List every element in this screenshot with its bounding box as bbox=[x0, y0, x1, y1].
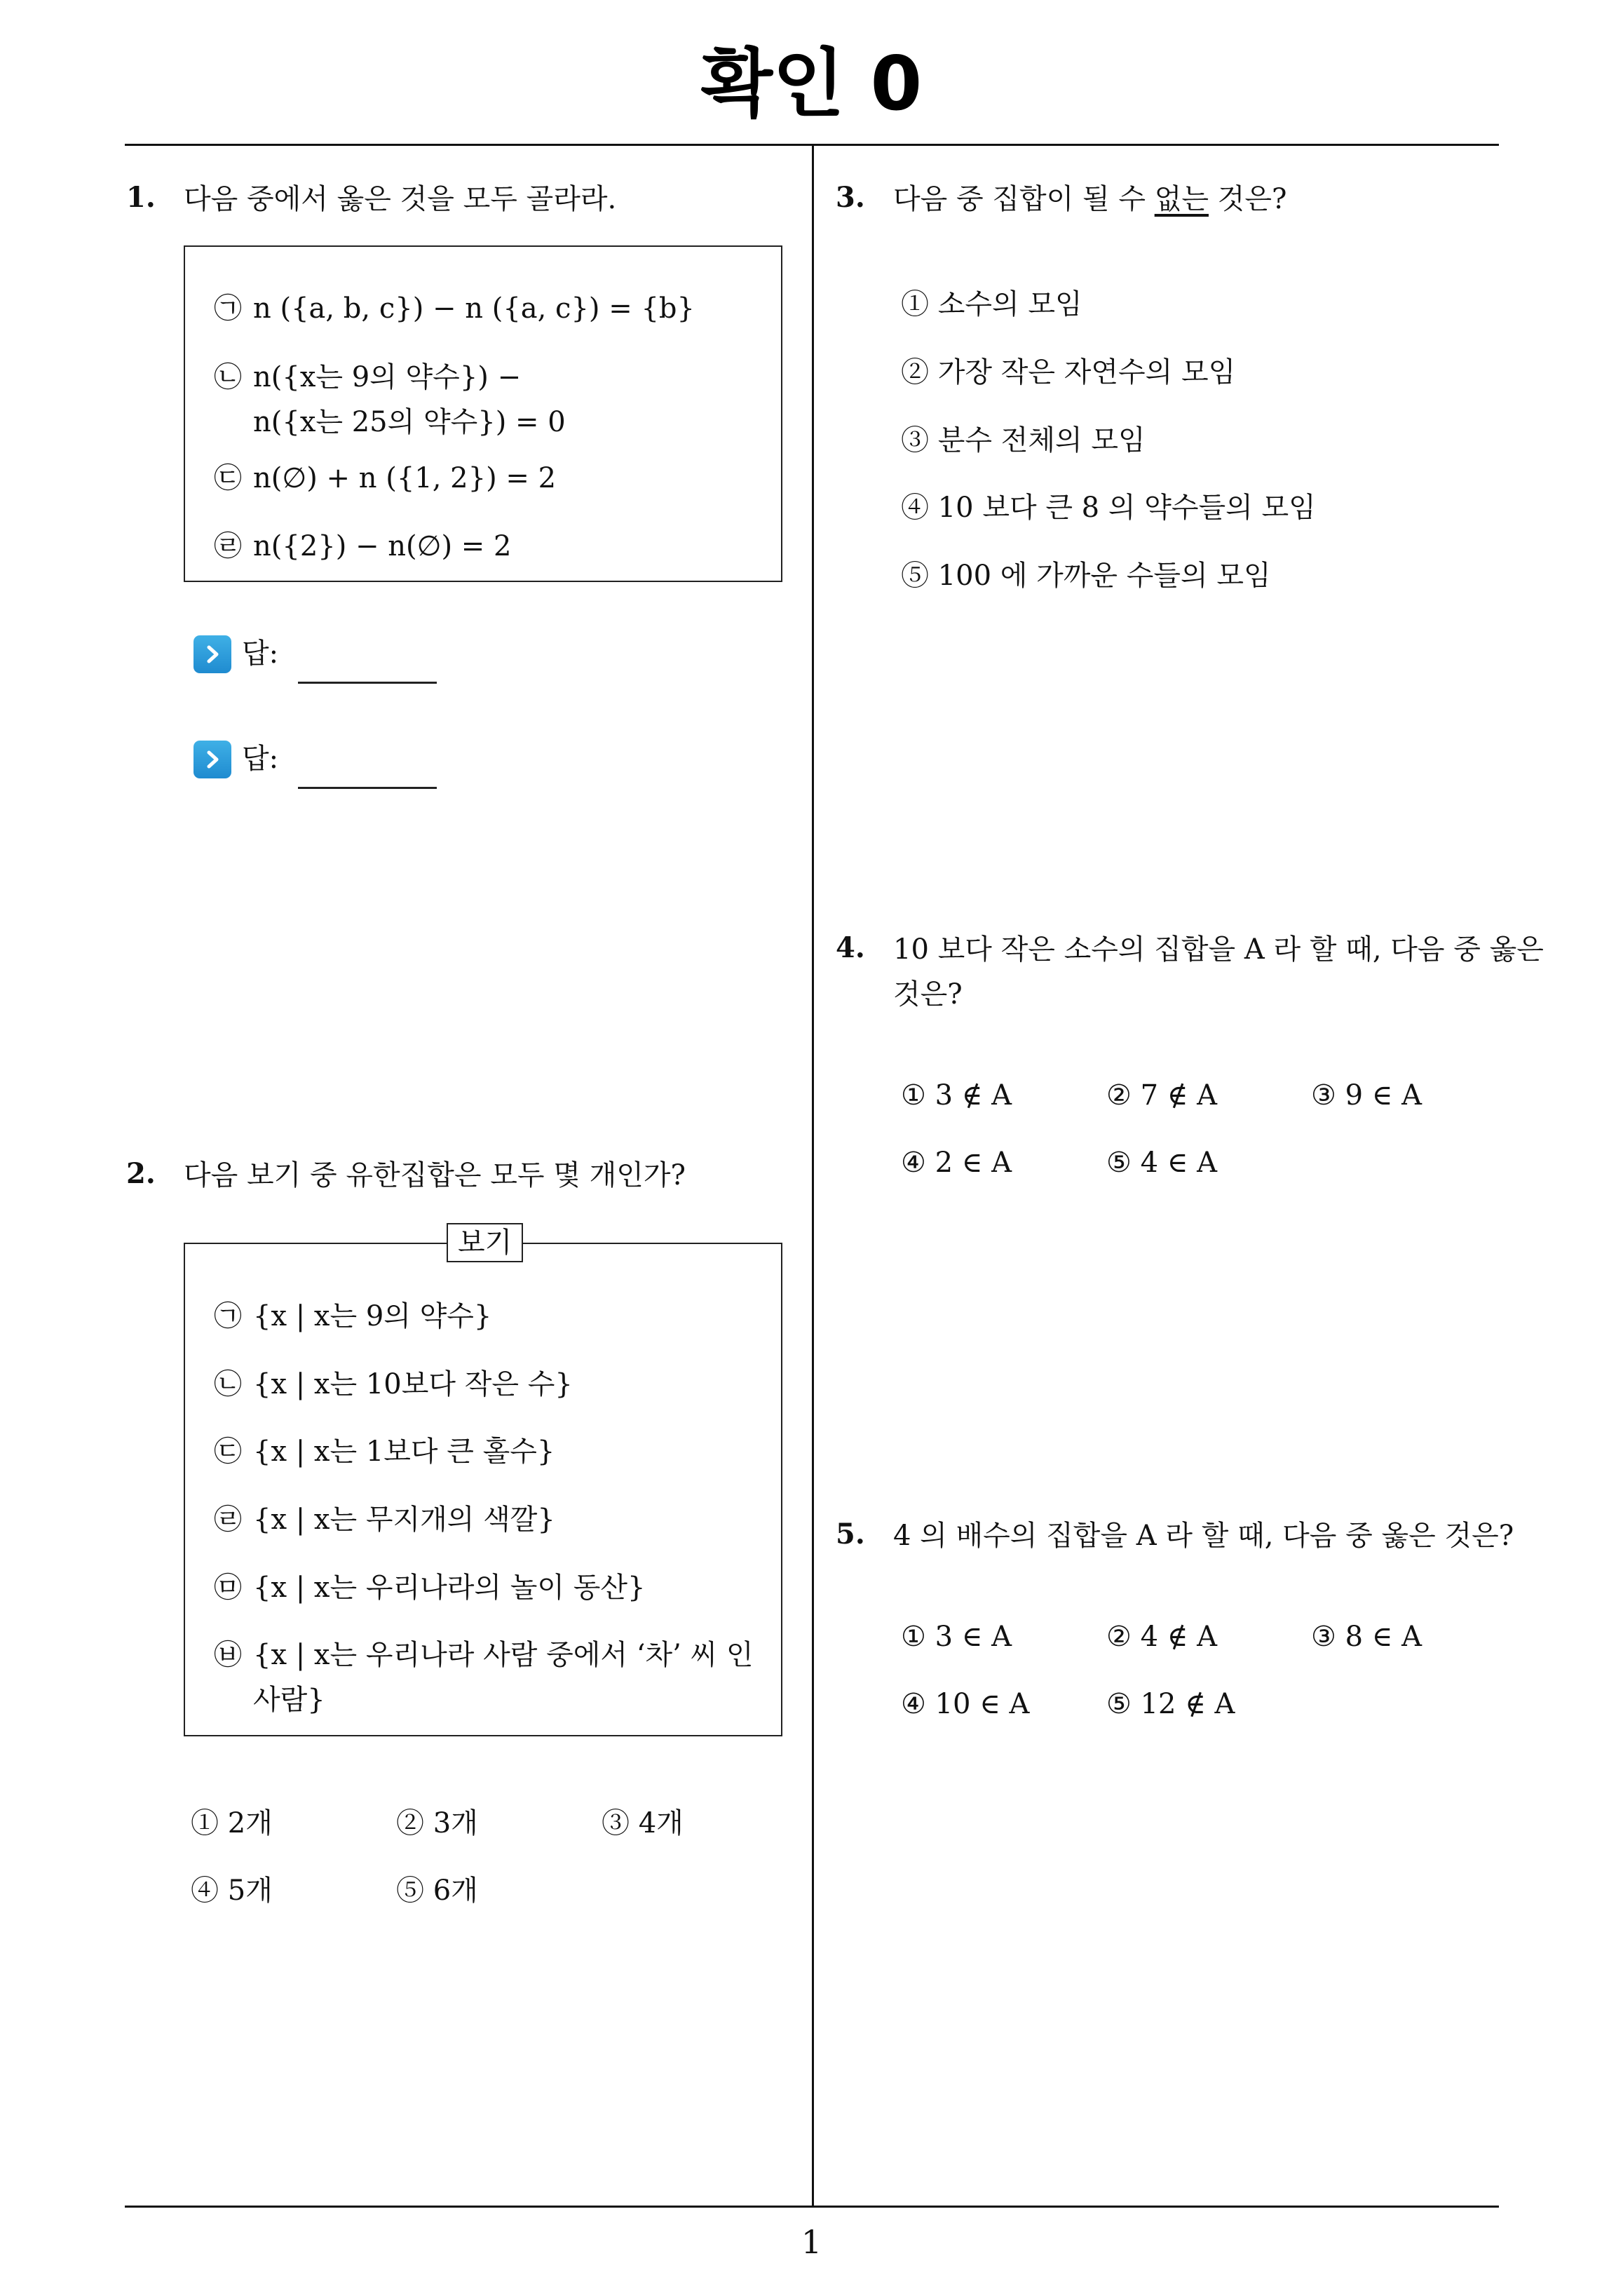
footer-rule bbox=[125, 2206, 1499, 2208]
q1-item-b-cont: n({x는 25의 약수}) = 0 bbox=[253, 406, 566, 438]
q2-option-5[interactable]: ⑤ 6개 bbox=[396, 1875, 478, 1907]
q4-option-5[interactable]: ⑤ 4 ∈ A bbox=[1106, 1147, 1217, 1179]
q4-option-1[interactable]: ① 3 ∉ A bbox=[901, 1079, 1012, 1112]
q2-option-2[interactable]: ② 3개 bbox=[396, 1807, 478, 1839]
question-4-text-line1: 10 보다 작은 소수의 집합을 A 라 할 때, 다음 중 옳은 bbox=[893, 933, 1544, 966]
column-divider bbox=[812, 145, 814, 2206]
q5-option-5[interactable]: ⑤ 12 ∉ A bbox=[1106, 1688, 1235, 1720]
question-4-text-line2: 것은? bbox=[893, 978, 963, 1011]
q2-item-c: ㉢ {x | x는 1보다 큰 홀수} bbox=[214, 1436, 555, 1468]
answer-field-2[interactable] bbox=[298, 787, 437, 789]
answer-label-2: 답: bbox=[242, 743, 279, 775]
answer-arrow-icon bbox=[193, 635, 231, 673]
q2-item-f: ㉥ {x | x는 우리나라 사람 중에서 ‘차’ 씨 인 bbox=[214, 1639, 754, 1671]
question-3-text: 다음 중 집합이 될 수 없는 것은? bbox=[893, 183, 1287, 215]
answer-label-1: 답: bbox=[242, 637, 279, 670]
q2-option-1[interactable]: ① 2개 bbox=[191, 1807, 273, 1839]
example-box-label: 보기 bbox=[447, 1223, 523, 1262]
q2-item-d: ㉣ {x | x는 무지개의 색깔} bbox=[214, 1504, 555, 1536]
answer-field-1[interactable] bbox=[298, 682, 437, 684]
q1-item-a: ㉠ n ({a, b, c}) − n ({a, c}) = {b} bbox=[214, 292, 695, 325]
question-2-number: 2. bbox=[126, 1157, 156, 1190]
q2-item-e: ㉤ {x | x는 우리나라의 놀이 동산} bbox=[214, 1572, 646, 1604]
q3-option-5[interactable]: ⑤ 100 에 가까운 수들의 모임 bbox=[901, 560, 1271, 592]
question-5-number: 5. bbox=[836, 1518, 865, 1551]
q5-option-1[interactable]: ① 3 ∈ A bbox=[901, 1621, 1012, 1653]
q5-option-2[interactable]: ② 4 ∉ A bbox=[1106, 1621, 1217, 1653]
question-1-number: 1. bbox=[126, 181, 156, 214]
q1-item-c: ㉢ n(∅) + n ({1, 2}) = 2 bbox=[214, 462, 557, 494]
q2-item-b: ㉡ {x | x는 10보다 작은 수} bbox=[214, 1368, 573, 1400]
page-number: 1 bbox=[801, 2223, 822, 2261]
q4-option-2[interactable]: ② 7 ∉ A bbox=[1106, 1079, 1217, 1112]
q2-item-f-cont: 사람} bbox=[253, 1684, 325, 1716]
q1-item-b: ㉡ n({x는 9의 약수}) − bbox=[214, 361, 522, 393]
question-3-number: 3. bbox=[836, 181, 865, 214]
question-1-text: 다음 중에서 옳은 것을 모두 골라라. bbox=[184, 183, 617, 215]
question-5-text: 4 의 배수의 집합을 A 라 할 때, 다음 중 옳은 것은? bbox=[893, 1520, 1514, 1552]
page-title: 확인 0 bbox=[700, 41, 923, 127]
q2-option-4[interactable]: ④ 5개 bbox=[191, 1875, 273, 1907]
q4-option-4[interactable]: ④ 2 ∈ A bbox=[901, 1147, 1012, 1179]
q2-item-a: ㉠ {x | x는 9의 약수} bbox=[214, 1300, 492, 1332]
q3-option-1[interactable]: ① 소수의 모임 bbox=[901, 288, 1082, 320]
q5-option-3[interactable]: ③ 8 ∈ A bbox=[1311, 1621, 1422, 1653]
answer-arrow-icon bbox=[193, 741, 231, 778]
q5-option-4[interactable]: ④ 10 ∈ A bbox=[901, 1688, 1030, 1720]
question-2-text: 다음 보기 중 유한집합은 모두 몇 개인가? bbox=[184, 1159, 686, 1191]
q1-item-d: ㉣ n({2}) − n(∅) = 2 bbox=[214, 530, 512, 562]
q4-option-3[interactable]: ③ 9 ∈ A bbox=[1311, 1079, 1422, 1112]
q3-option-4[interactable]: ④ 10 보다 큰 8 의 약수들의 모임 bbox=[901, 492, 1316, 524]
q3-option-3[interactable]: ③ 분수 전체의 모임 bbox=[901, 424, 1146, 457]
q3-option-2[interactable]: ② 가장 작은 자연수의 모임 bbox=[901, 356, 1236, 389]
q2-option-3[interactable]: ③ 4개 bbox=[602, 1807, 684, 1839]
question-4-number: 4. bbox=[836, 931, 865, 964]
